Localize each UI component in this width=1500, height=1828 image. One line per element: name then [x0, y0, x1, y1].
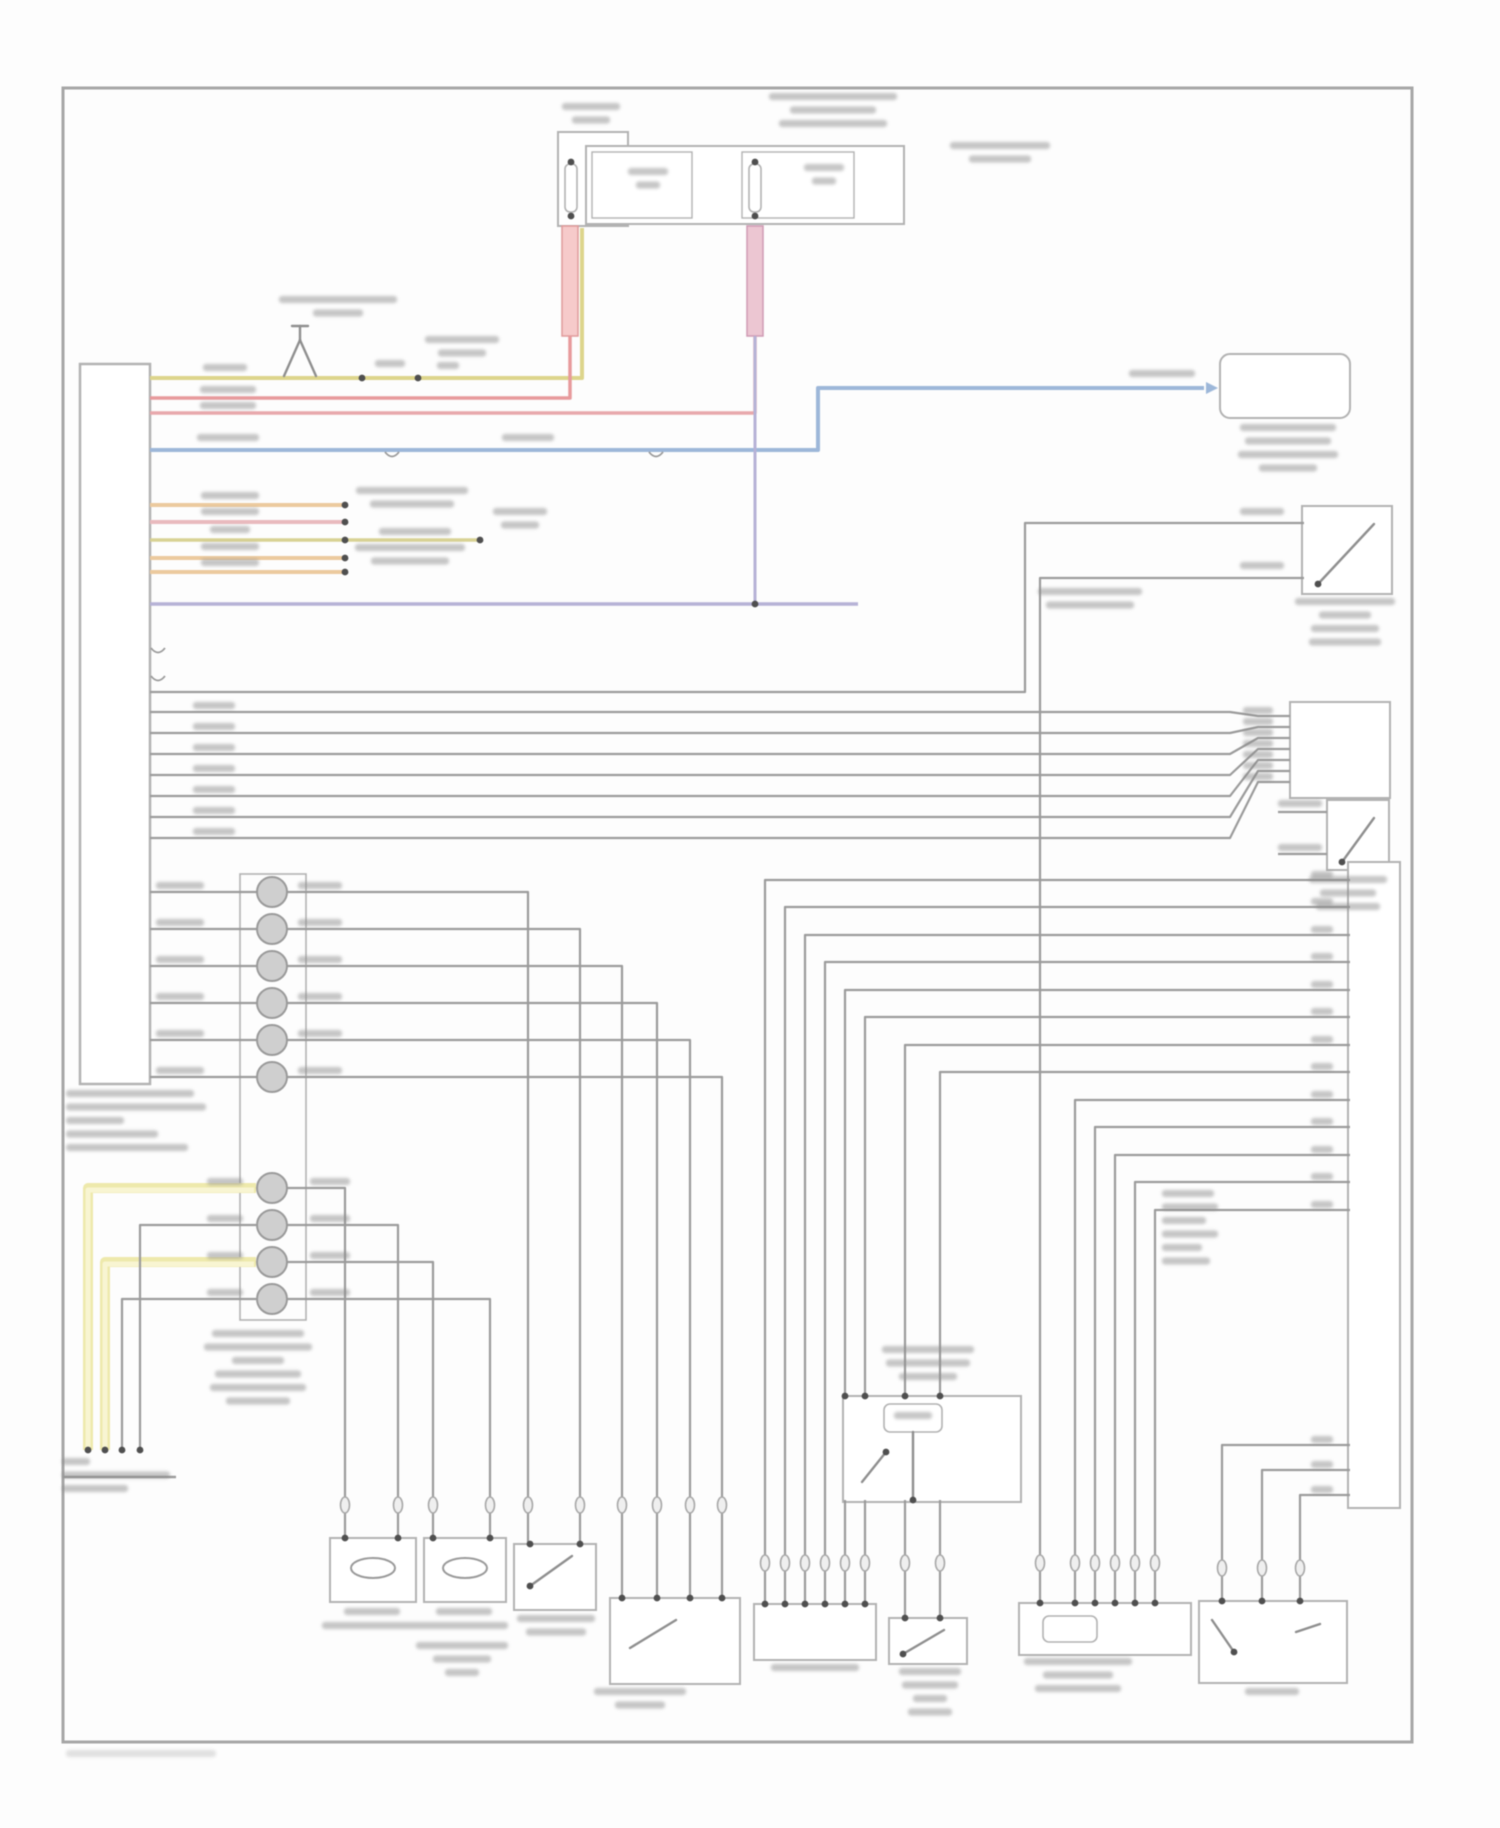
switch-2-caption — [908, 1709, 952, 1716]
junction-dot — [1231, 1649, 1238, 1656]
splice-left-label-6 — [156, 1067, 204, 1074]
junction-dot — [900, 1651, 907, 1658]
blue-wire-right-label — [1129, 370, 1195, 377]
ladder-wire-3 — [805, 935, 1350, 1604]
blue-wire-mid-label — [502, 434, 554, 441]
control-module-caption — [66, 1104, 206, 1111]
junction-dot — [1315, 581, 1322, 588]
ladder-wire-5a — [845, 990, 1350, 1396]
control-module-caption — [66, 1090, 194, 1097]
junction-dot — [342, 1535, 349, 1542]
inline-connector-oval — [781, 1555, 790, 1571]
inline-connector-oval — [524, 1497, 533, 1513]
pin-label-6 — [1311, 1008, 1333, 1015]
inline-connector-oval — [1131, 1555, 1140, 1571]
red-wire-code-label-1 — [200, 386, 256, 393]
splice-right-label-8 — [310, 1215, 350, 1222]
diagram-render-root — [62, 88, 1412, 1757]
inline-connector-oval — [394, 1497, 403, 1513]
splice-left-label-3 — [156, 956, 204, 963]
splice-circle — [257, 877, 287, 907]
ignition-pin-label-2 — [1240, 562, 1284, 569]
power-supply-caption — [1245, 438, 1331, 445]
inline-connector-oval — [1218, 1560, 1227, 1576]
ladder-wire-6a — [865, 1017, 1350, 1396]
ladder-wire-7a — [905, 1045, 1350, 1396]
junction-dot — [1112, 1600, 1119, 1607]
khaki-end-label — [501, 522, 539, 529]
left-control-module-box — [80, 364, 150, 1084]
power-supply-caption — [1238, 451, 1338, 458]
splice-row-right-8 — [287, 1225, 398, 1538]
junction-dot — [527, 1583, 534, 1590]
ladder-wire-8a — [940, 1072, 1350, 1396]
control-module-caption — [66, 1131, 158, 1138]
tan-splice-label-2 — [355, 544, 465, 551]
bus-right-label-4 — [1243, 740, 1273, 747]
red-supply-wire-2 — [150, 336, 755, 413]
pin-label-16 — [1311, 1486, 1333, 1493]
antenna-label — [279, 296, 397, 303]
splice-left-label-4 — [156, 993, 204, 1000]
keypad-right-caption — [1024, 1658, 1132, 1665]
junction-dot — [395, 1535, 402, 1542]
junction-dot — [342, 537, 349, 544]
junction-dot — [119, 1447, 126, 1454]
keypad-left-caption — [771, 1664, 859, 1671]
fuse-2-rating-label — [812, 178, 836, 185]
column-module-box — [1290, 702, 1390, 798]
pin-label-4 — [1311, 953, 1333, 960]
multiswitch-caption — [615, 1702, 665, 1709]
clockspring-inner-label — [894, 1412, 932, 1419]
splice-right-label-1 — [298, 882, 342, 889]
splice-row-right-10 — [287, 1299, 490, 1538]
bottom-box-horn-1 — [330, 1538, 416, 1602]
ladder-caption — [1162, 1258, 1210, 1265]
splice-right-label-3 — [298, 956, 342, 963]
pin-label-1 — [1311, 871, 1333, 878]
ladder-wire-9 — [1075, 1100, 1350, 1603]
junction-dot — [102, 1447, 109, 1454]
column-module-caption — [1046, 602, 1134, 609]
control-module-caption — [66, 1117, 124, 1124]
bottom-box-switch-1 — [514, 1544, 596, 1610]
fuse-left-label — [562, 103, 620, 110]
bottom-box-multiswitch — [610, 1598, 740, 1684]
switch-1-caption — [526, 1629, 586, 1636]
bus-left-label-5 — [193, 786, 235, 793]
bus-left-label-7 — [193, 828, 235, 835]
ladder-caption — [1162, 1231, 1218, 1238]
junction-dot — [577, 1541, 584, 1548]
ladder-caption — [1162, 1217, 1206, 1224]
inline-connector-oval — [618, 1497, 627, 1513]
junction-dot — [802, 1601, 809, 1608]
splice-row-right-3 — [287, 966, 622, 1598]
junction-dot — [902, 1393, 909, 1400]
splice-column-caption — [210, 1384, 306, 1391]
junction-dot — [342, 569, 349, 576]
pin-label-11 — [1311, 1146, 1333, 1153]
column-module-caption — [1038, 588, 1142, 595]
fuse-panel-side-label — [969, 156, 1031, 163]
junction-dot — [719, 1595, 726, 1602]
bus-right-label-1 — [1243, 707, 1273, 714]
inline-connector-oval — [341, 1497, 350, 1513]
inline-connector-oval — [1296, 1560, 1305, 1576]
junction-dot — [342, 519, 349, 526]
module-edge-connector-1 — [151, 648, 165, 653]
rotary-switch-caption — [1320, 890, 1376, 897]
ignition-switch-caption — [1311, 625, 1379, 632]
junction-dot — [883, 1449, 890, 1456]
junction-dot — [752, 159, 759, 166]
horn-sub-caption — [433, 1656, 491, 1663]
tan-wire-code-label-5 — [201, 559, 259, 566]
junction-dot — [568, 159, 575, 166]
inline-connector-oval — [718, 1497, 727, 1513]
splice-circle — [257, 1284, 287, 1314]
splice-right-label-2 — [298, 919, 342, 926]
splice-column-caption — [204, 1344, 312, 1351]
fuse-element-1 — [565, 164, 577, 212]
inline-connector-oval — [1036, 1555, 1045, 1571]
splice-column-caption — [212, 1330, 304, 1337]
fuse-1-rating-label — [636, 182, 660, 189]
bottom-box-switch-2 — [889, 1618, 967, 1664]
ladder-caption — [1162, 1204, 1218, 1211]
junction-dot — [1037, 1600, 1044, 1607]
splice-right-label-6 — [298, 1067, 342, 1074]
junction-dot — [910, 1497, 917, 1504]
fuse-element-2 — [749, 164, 761, 212]
junction-dot — [1092, 1600, 1099, 1607]
tan-wire-code-label-3 — [210, 526, 250, 533]
bottom-box-switch-3 — [1199, 1601, 1347, 1683]
bottom-box-keypad-left — [754, 1604, 876, 1660]
junction-dot — [752, 213, 759, 220]
inline-connector-oval — [1091, 1555, 1100, 1571]
junction-dot — [1072, 1600, 1079, 1607]
junction-dot — [822, 1601, 829, 1608]
ignition-switch-box — [1302, 506, 1392, 594]
yellow-wire-code-label — [203, 364, 247, 371]
splice-right-label-5 — [298, 1030, 342, 1037]
splice-circle — [257, 1062, 287, 1092]
splice-column-caption — [215, 1371, 301, 1378]
splice-column-caption — [226, 1398, 290, 1405]
keypad-right-caption — [1043, 1672, 1113, 1679]
footer-note — [66, 1750, 216, 1757]
switch-3-caption — [1245, 1688, 1299, 1695]
bus-wire-2 — [150, 727, 1290, 733]
splice-circle — [257, 1210, 287, 1240]
junction-dot — [752, 601, 759, 608]
tan-wire-code-label-4 — [201, 543, 259, 550]
inline-connector-blue-1 — [385, 452, 399, 457]
pin-label-5 — [1311, 981, 1333, 988]
yellow-splice-label-2 — [425, 336, 499, 343]
pin-label-10 — [1311, 1118, 1333, 1125]
splice-left-label-5 — [156, 1030, 204, 1037]
rotary-pin-label-1 — [1278, 800, 1322, 807]
ground-wire-yellow-1 — [88, 1188, 256, 1450]
tan-wire-code-label-1 — [201, 492, 259, 499]
horn-2-caption — [436, 1608, 492, 1615]
rotary-pin-label-2 — [1278, 844, 1322, 851]
pin-label-8 — [1311, 1063, 1333, 1070]
bus-right-label-2 — [1243, 718, 1273, 725]
splice-left-label-10 — [207, 1289, 243, 1296]
ignition-pin-label-1 — [1240, 508, 1284, 515]
splice-circle — [257, 951, 287, 981]
clockspring-caption — [882, 1346, 974, 1353]
antenna-label — [313, 310, 363, 317]
khaki-mid-label — [379, 528, 451, 535]
junction-dot — [619, 1595, 626, 1602]
ladder-stub-1 — [1222, 1445, 1350, 1601]
violet-fuse-drop-band — [747, 226, 763, 336]
red-wire-code-label-2 — [200, 402, 256, 409]
splice-left-label-8 — [207, 1215, 243, 1222]
junction-dot — [782, 1601, 789, 1608]
fuse-2-rating-label — [804, 164, 844, 171]
splice-circle — [257, 1025, 287, 1055]
inline-connector-oval — [761, 1555, 770, 1571]
clockspring-caption — [886, 1360, 970, 1367]
pin-label-2 — [1311, 898, 1333, 905]
splice-left-label-1 — [156, 882, 204, 889]
horn-sub-caption — [416, 1642, 508, 1649]
junction-dot — [568, 213, 575, 220]
inline-connector-oval — [841, 1555, 850, 1571]
horn-joint-caption — [322, 1622, 508, 1629]
pin-label-7 — [1311, 1036, 1333, 1043]
inline-connector-oval — [429, 1497, 438, 1513]
junction-dot — [415, 375, 422, 382]
ladder-wire-4 — [825, 962, 1350, 1604]
bus-right-label-3 — [1243, 729, 1273, 736]
junction-dot — [842, 1601, 849, 1608]
fuse-panel-title-label — [779, 120, 887, 127]
inline-connector-oval — [486, 1497, 495, 1513]
ignition-switch-caption — [1295, 598, 1395, 605]
pin-label-3 — [1311, 926, 1333, 933]
inline-connector-oval — [1151, 1555, 1160, 1571]
bus-wire-1 — [150, 712, 1290, 716]
yellow-splice-label-2 — [438, 350, 486, 357]
splice-circle — [257, 914, 287, 944]
switch-2-caption — [902, 1682, 958, 1689]
junction-dot — [1339, 859, 1346, 866]
khaki-end-label — [493, 508, 547, 515]
bus-right-label-7 — [1243, 773, 1273, 780]
bus-left-label-6 — [193, 807, 235, 814]
clockspring-box — [843, 1396, 1021, 1502]
rotary-switch-box — [1327, 800, 1389, 870]
inline-connector-oval — [936, 1555, 945, 1571]
inline-connector-oval — [1071, 1555, 1080, 1571]
bus-wire-5 — [150, 760, 1290, 796]
junction-dot — [654, 1595, 661, 1602]
tan-splice-label-1 — [370, 501, 454, 508]
inline-connector-oval — [801, 1555, 810, 1571]
junction-dot — [137, 1447, 144, 1454]
fuse-panel-side-label — [950, 142, 1050, 149]
junction-dot — [937, 1393, 944, 1400]
ground-point-caption — [62, 1458, 90, 1465]
tan-wire-code-label-2 — [201, 508, 259, 515]
splice-left-label-9 — [207, 1252, 243, 1259]
splice-column-caption — [232, 1357, 284, 1364]
power-supply-caption — [1259, 465, 1317, 472]
inline-connector-oval — [901, 1555, 910, 1571]
bus-wire-3 — [150, 738, 1290, 754]
junction-dot — [1297, 1598, 1304, 1605]
inline-connector-oval — [1111, 1555, 1120, 1571]
ladder-wire-11 — [1115, 1155, 1350, 1603]
splice-right-label-10 — [310, 1289, 350, 1296]
ground-wire-yellow-1-core — [88, 1190, 254, 1448]
splice-right-label-4 — [298, 993, 342, 1000]
blue-wire-connector-arrow — [1206, 382, 1218, 394]
bus-left-label-3 — [193, 744, 235, 751]
junction-dot — [1219, 1598, 1226, 1605]
red-fuse-drop-band — [562, 226, 578, 336]
splice-row-right-5 — [287, 1040, 690, 1598]
junction-dot — [842, 1393, 849, 1400]
bus-wire-7 — [150, 782, 1290, 838]
yellow-splice-label-1 — [375, 360, 405, 367]
ladder-stub-2 — [1262, 1470, 1350, 1601]
splice-row-right-9 — [287, 1262, 433, 1538]
switch-2-caption — [899, 1668, 961, 1675]
antenna-leg-right — [300, 340, 316, 376]
pin-label-9 — [1311, 1091, 1333, 1098]
tan-splice-label-2 — [371, 558, 449, 565]
switch-1-caption — [517, 1615, 595, 1622]
splice-circle — [257, 988, 287, 1018]
inline-connector-oval — [1258, 1560, 1267, 1576]
inline-connector-oval — [653, 1497, 662, 1513]
connector-ladder-box — [1348, 862, 1400, 1508]
fuse-panel-title-label — [769, 93, 897, 100]
ignition-switch-caption — [1309, 639, 1381, 646]
ground-point-caption — [62, 1485, 128, 1492]
splice-circle — [257, 1247, 287, 1277]
junction-dot — [477, 537, 484, 544]
antenna-leg-left — [284, 340, 300, 376]
ladder-caption — [1162, 1190, 1214, 1197]
power-supply-caption — [1240, 424, 1336, 431]
bus-right-label-5 — [1243, 751, 1273, 758]
fuse-panel-title-label — [790, 107, 876, 114]
ladder-caption — [1162, 1244, 1202, 1251]
pin-label-12 — [1311, 1173, 1333, 1180]
junction-dot — [762, 1601, 769, 1608]
junction-dot — [687, 1595, 694, 1602]
fuse-1-rating-label — [628, 168, 668, 175]
splice-left-label-2 — [156, 919, 204, 926]
pin-label-15 — [1311, 1461, 1333, 1468]
ladder-wire-13 — [1155, 1210, 1350, 1603]
tan-splice-label-1 — [356, 487, 468, 494]
fuse-left-label — [572, 117, 610, 124]
junction-dot — [937, 1615, 944, 1622]
ignition-switch-caption — [1319, 612, 1371, 619]
splice-right-label-7 — [310, 1178, 350, 1185]
bus-left-label-4 — [193, 765, 235, 772]
junction-dot — [430, 1535, 437, 1542]
pin-label-14 — [1311, 1436, 1333, 1443]
control-module-caption — [66, 1144, 188, 1151]
splice-row-right-7 — [287, 1188, 345, 1538]
ground-point-caption — [62, 1472, 170, 1479]
splice-circle — [257, 1173, 287, 1203]
splice-left-label-7 — [207, 1178, 243, 1185]
junction-dot — [1259, 1598, 1266, 1605]
junction-dot — [359, 375, 366, 382]
multiswitch-caption — [594, 1688, 686, 1695]
junction-dot — [862, 1601, 869, 1608]
bottom-box-keypad-right — [1019, 1603, 1191, 1655]
switch-2-caption — [913, 1695, 947, 1702]
junction-dot — [487, 1535, 494, 1542]
inline-connector-oval — [576, 1497, 585, 1513]
horn-1-caption — [344, 1608, 400, 1615]
inline-connector-oval — [686, 1497, 695, 1513]
pin-label-13 — [1311, 1201, 1333, 1208]
bus-left-label-1 — [193, 702, 235, 709]
junction-dot — [1132, 1600, 1139, 1607]
inline-connector-oval — [861, 1555, 870, 1571]
junction-dot — [1152, 1600, 1159, 1607]
keypad-right-caption — [1035, 1685, 1121, 1692]
junction-dot — [342, 502, 349, 509]
clockspring-caption — [899, 1373, 957, 1380]
splice-right-label-9 — [310, 1252, 350, 1259]
fuse-box-wide — [586, 146, 904, 224]
bottom-box-horn-2 — [424, 1538, 506, 1602]
yellow-splice-label-3 — [437, 362, 459, 369]
junction-dot — [902, 1615, 909, 1622]
bus-wire-6 — [150, 771, 1290, 817]
ladder-stub-3 — [1300, 1495, 1350, 1601]
module-edge-connector-2 — [151, 676, 165, 681]
bus-left-label-2 — [193, 723, 235, 730]
blue-wire-code-label — [197, 434, 259, 441]
junction-dot — [85, 1447, 92, 1454]
inline-connector-oval — [821, 1555, 830, 1571]
horn-sub-caption — [445, 1669, 479, 1676]
junction-dot — [342, 555, 349, 562]
power-supply-box — [1220, 354, 1350, 418]
bus-right-label-6 — [1243, 762, 1273, 769]
junction-dot — [862, 1393, 869, 1400]
inline-connector-blue-2 — [649, 452, 663, 457]
junction-dot — [527, 1541, 534, 1548]
